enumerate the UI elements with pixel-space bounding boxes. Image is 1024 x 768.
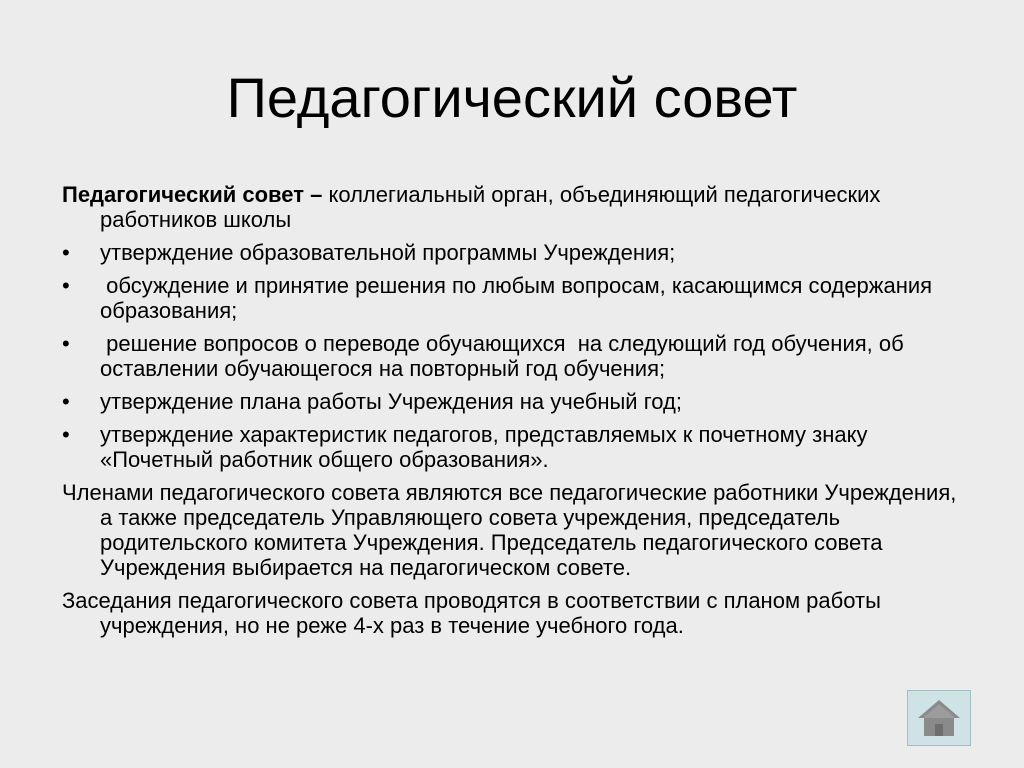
home-button[interactable] (907, 690, 971, 746)
list-item (62, 273, 962, 323)
slide-content (62, 182, 962, 646)
list-item (62, 422, 962, 472)
bullet-marker: • (62, 422, 70, 447)
definition-paragraph (62, 182, 962, 232)
members-paragraph: Членами педагогического совета являются все педагогические работники Учреждения, а также председатель Управляющего совета учреждения, председатель родительского комитета Учреждения. Председатель педагогического совета Учреждения выбирается на педагогическом совете. (62, 480, 957, 580)
list-item (62, 389, 962, 414)
list-item-text: решение вопросов о переводе обучающихся на следующий год обучения, об оставлении обучающегося на повторный год обучения; (100, 331, 910, 381)
list-item (62, 240, 962, 265)
bullet-marker: • (62, 273, 70, 298)
list-item-text: утверждение плана работы Учреждения на учебный год; (100, 389, 682, 414)
list-item (62, 331, 962, 381)
definition-term: Педагогический совет – (62, 182, 323, 207)
meetings-paragraph: Заседания педагогического совета проводятся в соответствии с планом работы учреждения, но не реже 4-х раз в течение учебного года. (62, 588, 881, 638)
list-item-text: обсуждение и принятие решения по любым вопросам, касающимся содержания образования; (100, 273, 939, 323)
slide-title: Педагогический совет (226, 66, 798, 129)
list-item-text: утверждение образовательной программы Учреждения; (100, 240, 676, 265)
list-item-text: утверждение характеристик педагогов, представляемых к почетному знаку «Почетный работник общего образования». (100, 422, 868, 472)
bullet-marker: • (62, 331, 70, 356)
definition-text: коллегиальный орган, объединяющий педагогических работников школы (100, 182, 881, 232)
bullet-marker: • (62, 240, 70, 265)
bullet-marker: • (62, 389, 70, 414)
home-icon (916, 698, 962, 738)
